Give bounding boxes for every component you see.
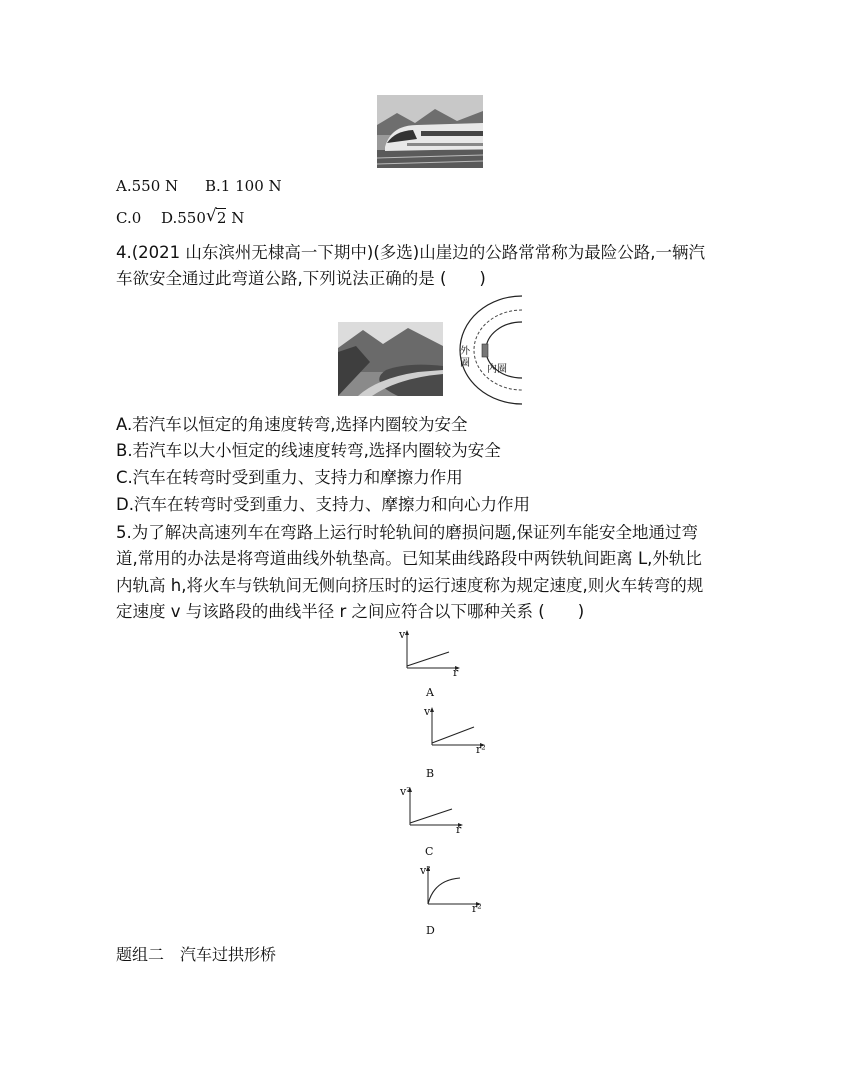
graph-a-xlabel: r — [453, 666, 459, 679]
graph-d-xlabel: r² — [472, 902, 482, 915]
graph-a-label: A — [426, 686, 434, 699]
graph-b-xlabel: r² — [476, 743, 486, 756]
q3-option-b: B.1 100 N — [205, 177, 282, 195]
q4-option-a: A.若汽车以恒定的角速度转弯,选择内圈较为安全 — [116, 415, 468, 434]
q4-option-c: C.汽车在转弯时受到重力、支持力和摩擦力作用 — [116, 468, 463, 487]
outer-lane-label: 外圈 — [460, 346, 470, 369]
q5-stem-line3: 内轨高 h,将火车与铁轨间无侧向挤压时的运行速度称为规定速度,则火车转弯的规 — [116, 576, 704, 595]
graph-c-label: C — [425, 845, 434, 858]
graph-d-ylabel: v² — [420, 864, 431, 877]
graph-b — [422, 705, 492, 779]
q5-stem-line4: 定速度 v 与该路段的曲线半径 r 之间应符合以下哪种关系 ( ) — [116, 602, 585, 621]
q3-option-c: C.0 — [116, 209, 142, 227]
graph-b-ylabel: v — [424, 705, 431, 718]
q4-option-d: D.汽车在转弯时受到重力、支持力、摩擦力和向心力作用 — [116, 495, 530, 514]
mountain-road-photo — [338, 322, 443, 396]
graph-a-ylabel: v — [399, 628, 406, 641]
curve-road-diagram — [454, 294, 526, 406]
graph-d — [418, 864, 488, 938]
q4-stem-line2: 车欲安全通过此弯道公路,下列说法正确的是 ( ) — [116, 269, 486, 288]
q3-option-d: D.550 √ 2 N — [161, 206, 245, 227]
graph-a — [397, 628, 467, 702]
q4-stem-line1: 4.(2021 山东滨州无棣高一下期中)(多选)山崖边的公路常常称为最险公路,一辆汽 — [116, 243, 705, 262]
graph-d-label: D — [426, 924, 435, 937]
q3-option-a: A.550 N — [116, 177, 179, 195]
graph-c-xlabel: r — [456, 823, 462, 836]
q4-option-b: B.若汽车以大小恒定的线速度转弯,选择内圈较为安全 — [116, 441, 501, 460]
q5-stem-line1: 5.为了解决高速列车在弯路上运行时轮轨间的磨损问题,保证列车能安全地通过弯 — [116, 523, 698, 542]
inner-lane-label: 内圈 — [487, 364, 507, 375]
graph-c — [400, 785, 470, 859]
section-title: 题组二 汽车过拱形桥 — [116, 945, 277, 964]
q5-stem-line2: 道,常用的办法是将弯道曲线外轨垫高。已知某曲线路段中两铁轨间距离 L,外轨比 — [116, 549, 702, 568]
graph-c-ylabel: v² — [400, 785, 411, 798]
graph-b-label: B — [426, 767, 435, 780]
train-photo — [377, 95, 483, 168]
